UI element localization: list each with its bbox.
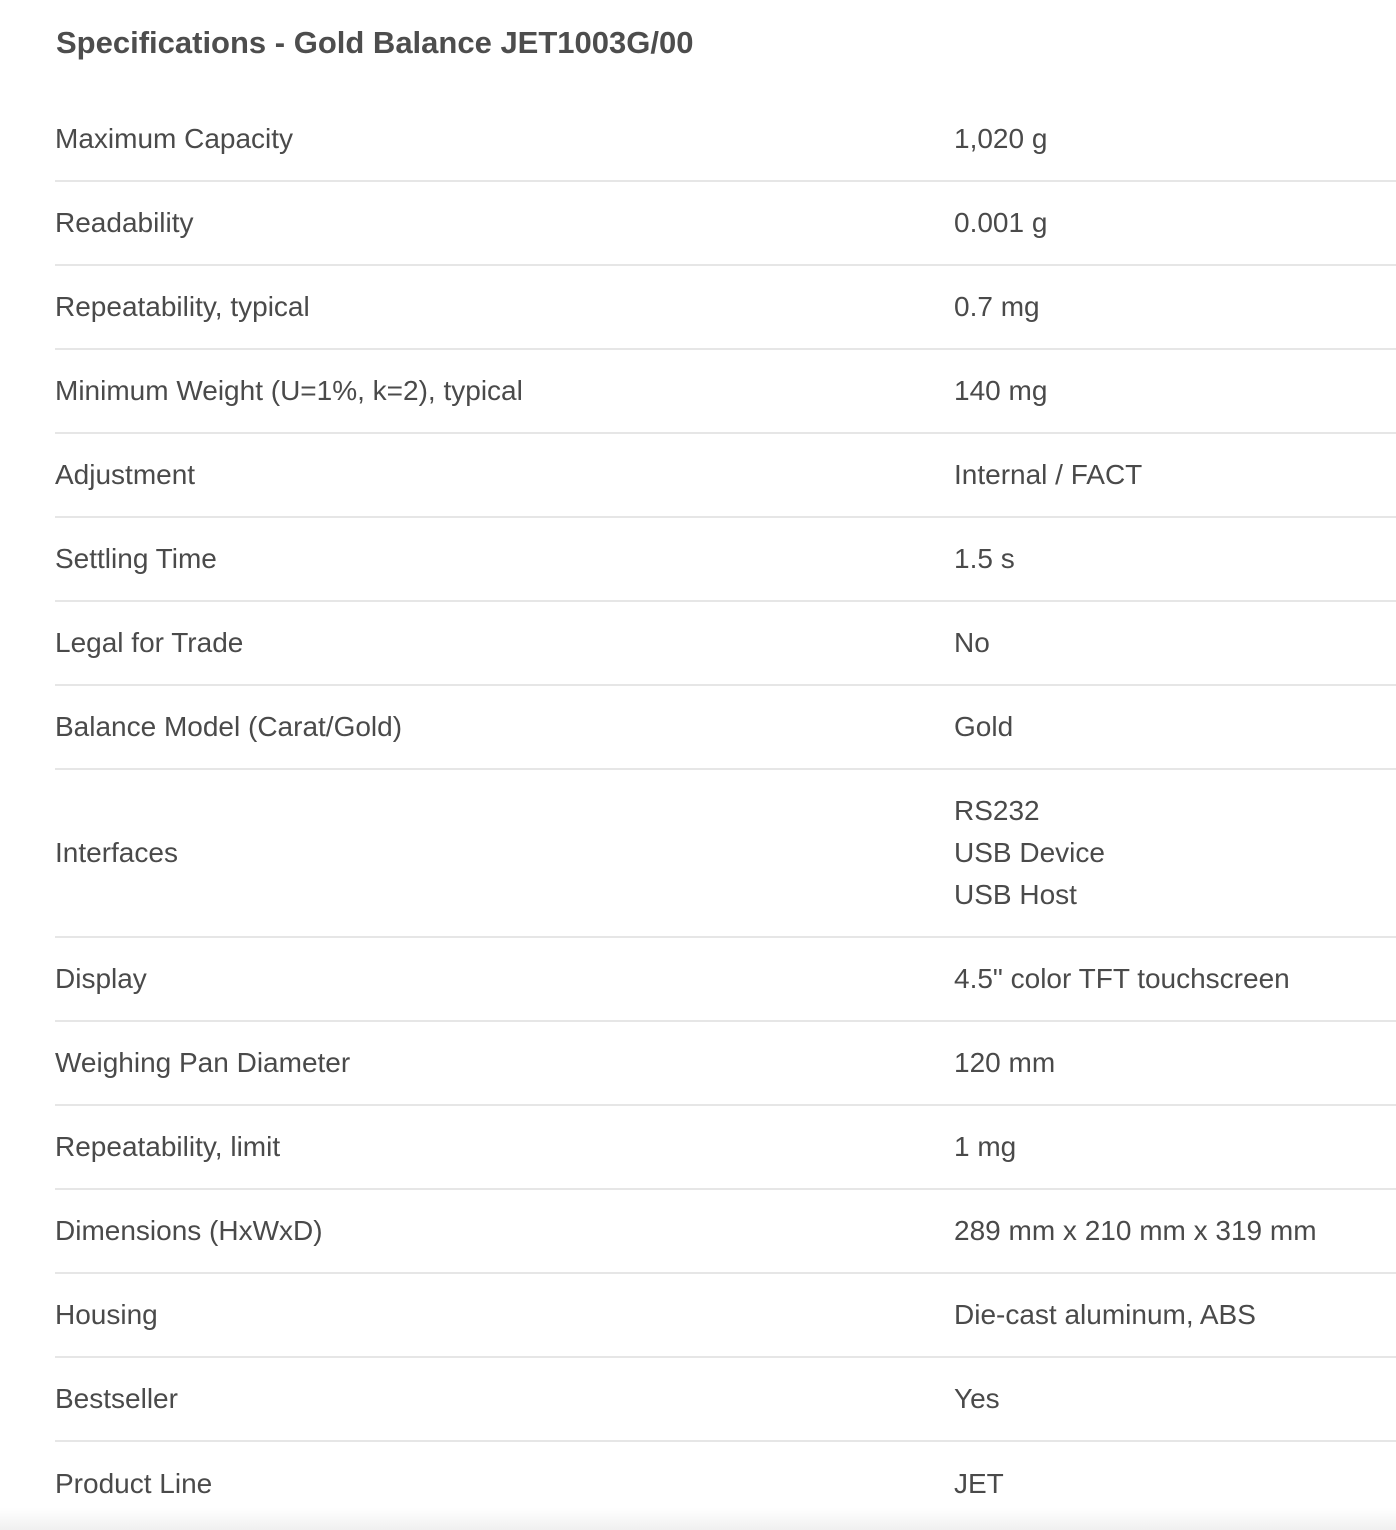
spec-row-repeatability-limit — [55, 1106, 1396, 1190]
spec-row-bestseller — [55, 1358, 1396, 1442]
spec-value: 1 mg — [954, 1131, 1017, 1162]
spec-label: Interfaces — [55, 837, 178, 868]
spec-label: Dimensions (HxWxD) — [55, 1215, 323, 1246]
interface-item: USB Host — [954, 879, 1077, 910]
spec-label: Maximum Capacity — [55, 123, 294, 154]
spec-row-legal-for-trade — [55, 602, 1396, 686]
spec-row-display — [55, 938, 1396, 1022]
spec-row-repeatability-typical — [55, 266, 1396, 350]
spec-label: Repeatability, limit — [55, 1131, 281, 1162]
spec-label: Bestseller — [55, 1383, 178, 1414]
spec-label: Repeatability, typical — [55, 291, 310, 322]
spec-label: Settling Time — [55, 543, 217, 574]
spec-row-balance-model — [55, 686, 1396, 770]
spec-value: No — [954, 627, 990, 658]
spec-row-housing — [55, 1274, 1396, 1358]
spec-value: Gold — [954, 711, 1014, 742]
specifications-table — [55, 98, 1396, 1526]
page-title: Specifications - Gold Balance JET1003G/00 — [56, 25, 694, 60]
spec-row-product-line — [55, 1442, 1396, 1526]
spec-row-maximum-capacity — [55, 98, 1396, 182]
interface-item: USB Device — [954, 837, 1105, 868]
spec-value: 0.001 g — [954, 207, 1048, 238]
spec-row-settling-time — [55, 518, 1396, 602]
spec-label: Weighing Pan Diameter — [55, 1047, 351, 1078]
spec-value-list — [954, 790, 1396, 916]
spec-row-interfaces — [55, 770, 1396, 938]
spec-value: 1,020 g — [954, 123, 1048, 154]
spec-row-adjustment — [55, 434, 1396, 518]
spec-label: Legal for Trade — [55, 627, 244, 658]
spec-label: Housing — [55, 1299, 158, 1330]
spec-value: 0.7 mg — [954, 291, 1040, 322]
spec-value: 289 mm x 210 mm x 319 mm — [954, 1215, 1317, 1246]
spec-value: 120 mm — [954, 1047, 1056, 1078]
spec-label: Adjustment — [55, 459, 196, 490]
spec-value: 4.5" color TFT touchscreen — [954, 963, 1290, 994]
spec-label: Balance Model (Carat/Gold) — [55, 711, 403, 742]
spec-row-minimum-weight — [55, 350, 1396, 434]
spec-label: Minimum Weight (U=1%, k=2), typical — [55, 375, 523, 406]
spec-row-readability — [55, 182, 1396, 266]
spec-label: Readability — [55, 207, 194, 238]
spec-label: Product Line — [55, 1468, 213, 1499]
spec-row-weighing-pan-diameter — [55, 1022, 1396, 1106]
interface-item: RS232 — [954, 795, 1040, 826]
spec-row-dimensions — [55, 1190, 1396, 1274]
spec-value: 1.5 s — [954, 543, 1015, 574]
spec-value: 140 mg — [954, 375, 1048, 406]
spec-value: JET — [954, 1468, 1004, 1499]
spec-value: Yes — [954, 1383, 1000, 1414]
spec-value: Internal / FACT — [954, 459, 1143, 490]
spec-value: Die-cast aluminum, ABS — [954, 1299, 1256, 1330]
spec-label: Display — [55, 963, 147, 994]
